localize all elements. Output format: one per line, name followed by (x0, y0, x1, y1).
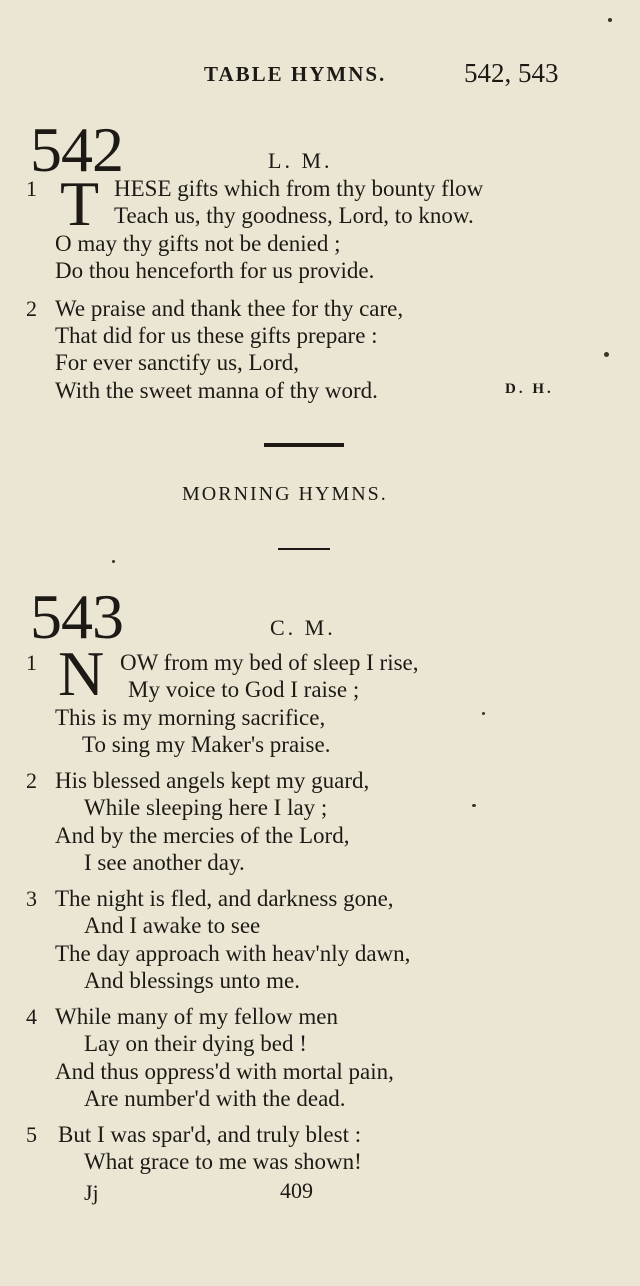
page-number: 409 (280, 1178, 313, 1203)
verse-line: While sleeping here I lay ; (84, 795, 328, 820)
stanza-number: 2 (26, 296, 37, 321)
verse-line: Are number'd with the dead. (84, 1086, 346, 1111)
verse-line: What grace to me was shown! (84, 1149, 362, 1174)
author-attribution: D. H. (505, 381, 554, 397)
stanza-number: 1 (26, 650, 37, 675)
verse-line: For ever sanctify us, Lord, (55, 350, 299, 375)
drop-capital: T (60, 168, 100, 239)
verse-line: I see another day. (84, 850, 245, 875)
verse-line: Lay on their dying bed ! (84, 1031, 307, 1056)
verse-line: My voice to God I raise ; (128, 677, 360, 702)
hymn-meter: L. M. (268, 148, 333, 173)
verse-line: While many of my fellow men (55, 1004, 338, 1029)
verse-line: OW from my bed of sleep I rise, (120, 650, 419, 675)
stanza-number: 5 (26, 1122, 37, 1147)
verse-line: The night is fled, and darkness gone, (55, 886, 394, 911)
verse-line: His blessed angels kept my guard, (55, 768, 370, 793)
stanza-number: 3 (26, 886, 37, 911)
verse-line: We praise and thank thee for thy care, (55, 296, 404, 321)
hymn-number: 543 (30, 581, 123, 652)
hymn-meter: C. M. (270, 615, 336, 640)
verse-line: With the sweet manna of thy word. (55, 378, 378, 403)
verse-line: That did for us these gifts prepare : (55, 323, 378, 348)
verse-line: HESE gifts which from thy bounty flow (114, 176, 484, 201)
verse-line: O may thy gifts not be denied ; (55, 231, 341, 256)
verse-line: And by the mercies of the Lord, (55, 823, 350, 848)
section-divider (264, 443, 344, 447)
drop-capital: N (58, 638, 105, 709)
verse-line: And thus oppress'd with mortal pain, (55, 1059, 394, 1084)
section-title: MORNING HYMNS. (182, 483, 388, 505)
verse-line: And I awake to see (84, 913, 261, 938)
verse-line: This is my morning sacrifice, (55, 705, 326, 730)
hymn-range: 542, 543 (464, 58, 559, 88)
verse-line: To sing my Maker's praise. (82, 732, 331, 757)
stanza-number: 4 (26, 1004, 37, 1029)
verse-line: But I was spar'd, and truly blest : (58, 1122, 362, 1147)
verse-line: Teach us, thy goodness, Lord, to know. (114, 203, 474, 228)
ink-speck (604, 352, 609, 357)
ink-speck (482, 712, 485, 715)
verse-line: The day approach with heav'nly dawn, (55, 941, 411, 966)
ink-speck (472, 804, 476, 807)
running-title: TABLE HYMNS. (204, 62, 387, 86)
title-underline (278, 548, 330, 550)
verse-line: And blessings unto me. (84, 968, 300, 993)
stanza-number: 1 (26, 176, 37, 201)
stanza-number: 2 (26, 768, 37, 793)
ink-speck (608, 18, 612, 22)
verse-line: Do thou henceforth for us provide. (55, 258, 375, 283)
ink-speck (112, 560, 115, 563)
hymn-number: 542 (30, 114, 123, 185)
signature-mark: Jj (84, 1180, 99, 1205)
